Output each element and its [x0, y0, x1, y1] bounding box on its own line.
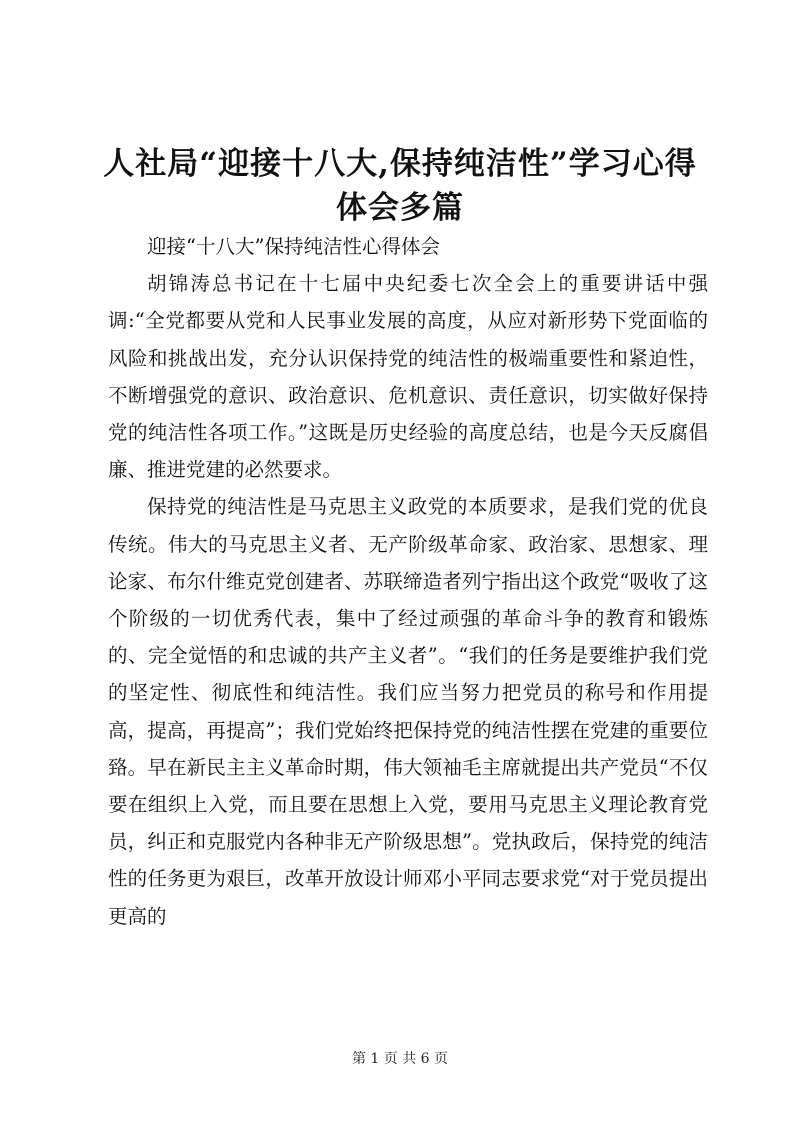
page-number-footer: 第 1 页 共 6 页	[351, 1051, 449, 1067]
paragraph: 保持党的纯洁性是马克思主义政党的本质要求，是我们党的优良传统。伟大的马克思主义者、无产阶级革命家、政治家、思想家、理论家、布尔什维克党创建者、苏联缔造者列宁指出这个政党“吸收了这个阶级的一切优秀代表，集中了经过顽强的革命斗争的教育和锻炼的、完全觉悟的和忠诚的共产主义者”。“我们的任务是要维护我们党的坚定性、彻底性和纯洁性。我们应当努力把党员的称号和作用提高，提高，再提高”；我们党始终把保持党的纯洁性摆在党建的重要位臵。早在新民主主义革命时期，伟大领袖毛主席就提出共产党员“不仅要在组织上入党，而且要在思想上入党，要用马克思主义理论教育党员，纠正和克服党内各种非无产阶级思想”。党执政后，保持党的纯洁性的任务更为艰巨，改革开放设计师邓小平同志要求党“对于党员提出更高的	[108, 495, 708, 928]
paragraph-subtitle: 迎接“十八大”保持纯洁性心得体会	[147, 235, 440, 258]
paragraph: 胡锦涛总书记在十七届中央纪委七次全会上的重要讲话中强调:“全党都要从党和人民事业发展的高度，从应对新形势下党面临的风险和挑战出发，充分认识保持党的纯洁性的极端重要性和紧迫性，不断增强党的意识、政治意识、危机意识、责任意识，切实做好保持党的纯洁性各项工作。”这既是历史经验的高度总结，也是今天反腐倡廉、推进党建的必然要求。	[108, 272, 708, 482]
document-body	[108, 228, 708, 935]
document-title: 人社局“迎接十八大,保持纯洁性”学习心得体会多篇	[103, 146, 697, 226]
